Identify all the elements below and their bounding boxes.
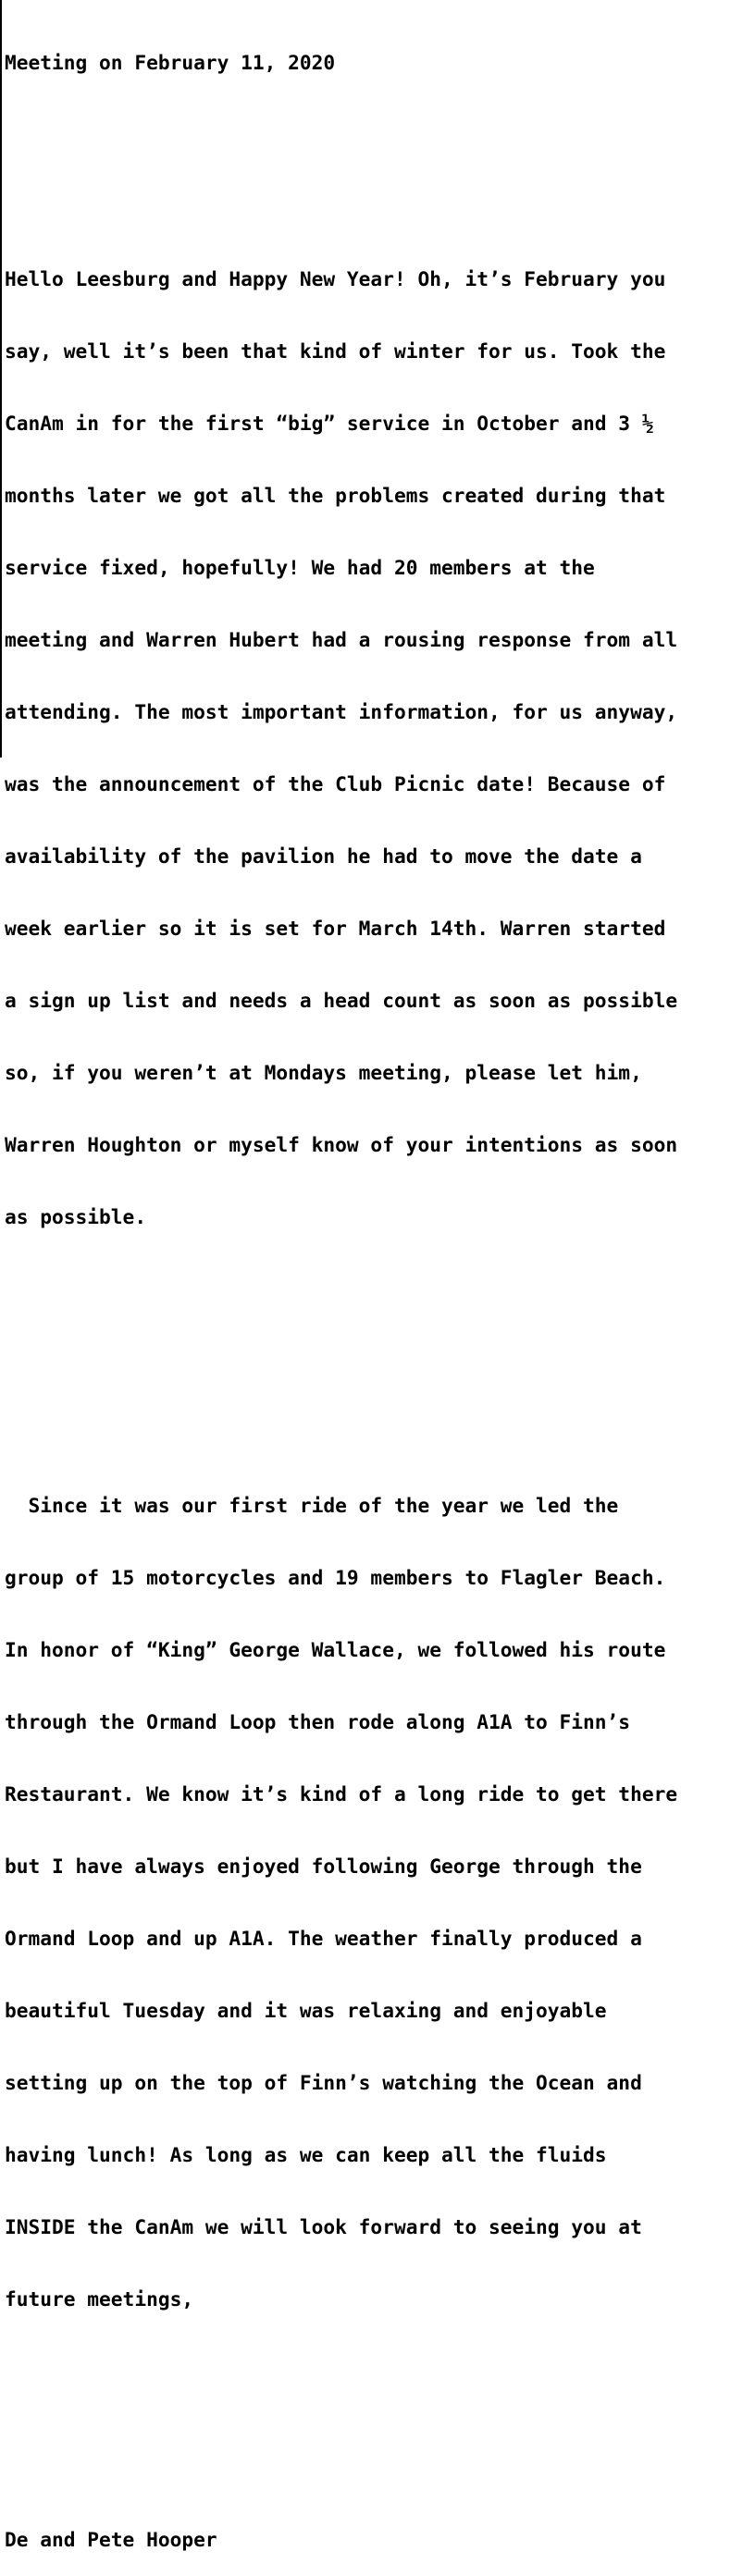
document-heading: Meeting on February 11, 2020	[5, 51, 336, 74]
paragraph-1-line: a sign up list and needs a head count as soon as possible	[5, 989, 678, 1012]
paragraph-2-line: future meetings,	[5, 2287, 194, 2311]
paragraph-1-line: so, if you weren’t at Mondays meeting, please let him,	[5, 1061, 642, 1084]
paragraph-1	[5, 219, 749, 1277]
paragraph-1-line: Warren Houghton or myself know of your intentions as soon	[5, 1133, 678, 1156]
paragraph-2-line: Since it was our first ride of the year we led the	[5, 1494, 619, 1517]
paragraph-1-line: CanAm in for the first “big” service in October and 3 ½	[5, 412, 654, 435]
blank-line	[5, 1350, 749, 1374]
paragraph-1-line: availability of the pavilion he had to move the date a	[5, 844, 642, 868]
paragraph-2-line: Restaurant. We know it’s kind of a long ride to get there	[5, 1782, 678, 1806]
paragraph-1-line: say, well it’s been that kind of winter for us. Took the	[5, 339, 666, 363]
paragraph-2-line: beautiful Tuesday and it was relaxing and enjoyable	[5, 1999, 607, 2022]
paragraph-1-line: service fixed, hopefully! We had 20 members at the	[5, 556, 595, 579]
paragraph-1-line: week earlier so it is set for March 14th. Warren started	[5, 917, 666, 940]
signature: De and Pete Hooper	[5, 2528, 217, 2551]
paragraph-2-line: having lunch! As long as we can keep all the fluids	[5, 2143, 607, 2166]
blank-line	[5, 123, 749, 147]
document-body	[5, 3, 749, 2576]
paragraph-1-line: was the announcement of the Club Picnic date! Because of	[5, 772, 666, 795]
paragraph-2-line: Ormand Loop and up A1A. The weather finally produced a	[5, 1927, 642, 1950]
paragraph-1-line: months later we got all the problems created during that	[5, 484, 666, 507]
paragraph-2-line: group of 15 motorcycles and 19 members to Flagler Beach.	[5, 1566, 666, 1589]
blank-line	[5, 2432, 749, 2456]
paragraph-1-line: Hello Leesburg and Happy New Year! Oh, it’s February you	[5, 267, 666, 290]
paragraph-1-line: as possible.	[5, 1205, 147, 1228]
left-border-rule	[0, 0, 2, 758]
paragraph-2-line: setting up on the top of Finn’s watching the Ocean and	[5, 2071, 642, 2094]
paragraph-2-line: INSIDE the CanAm we will look forward to seeing you at	[5, 2215, 642, 2238]
paragraph-2	[5, 1446, 749, 2360]
paragraph-1-line: attending. The most important information, for us anyway,	[5, 700, 678, 723]
paragraph-2-line: but I have always enjoyed following George through the	[5, 1855, 642, 1878]
paragraph-1-line: meeting and Warren Hubert had a rousing response from all	[5, 628, 678, 651]
paragraph-2-line: through the Ormand Loop then rode along A1A to Finn’s	[5, 1710, 631, 1733]
paragraph-2-line: In honor of “King” George Wallace, we followed his route	[5, 1638, 666, 1661]
